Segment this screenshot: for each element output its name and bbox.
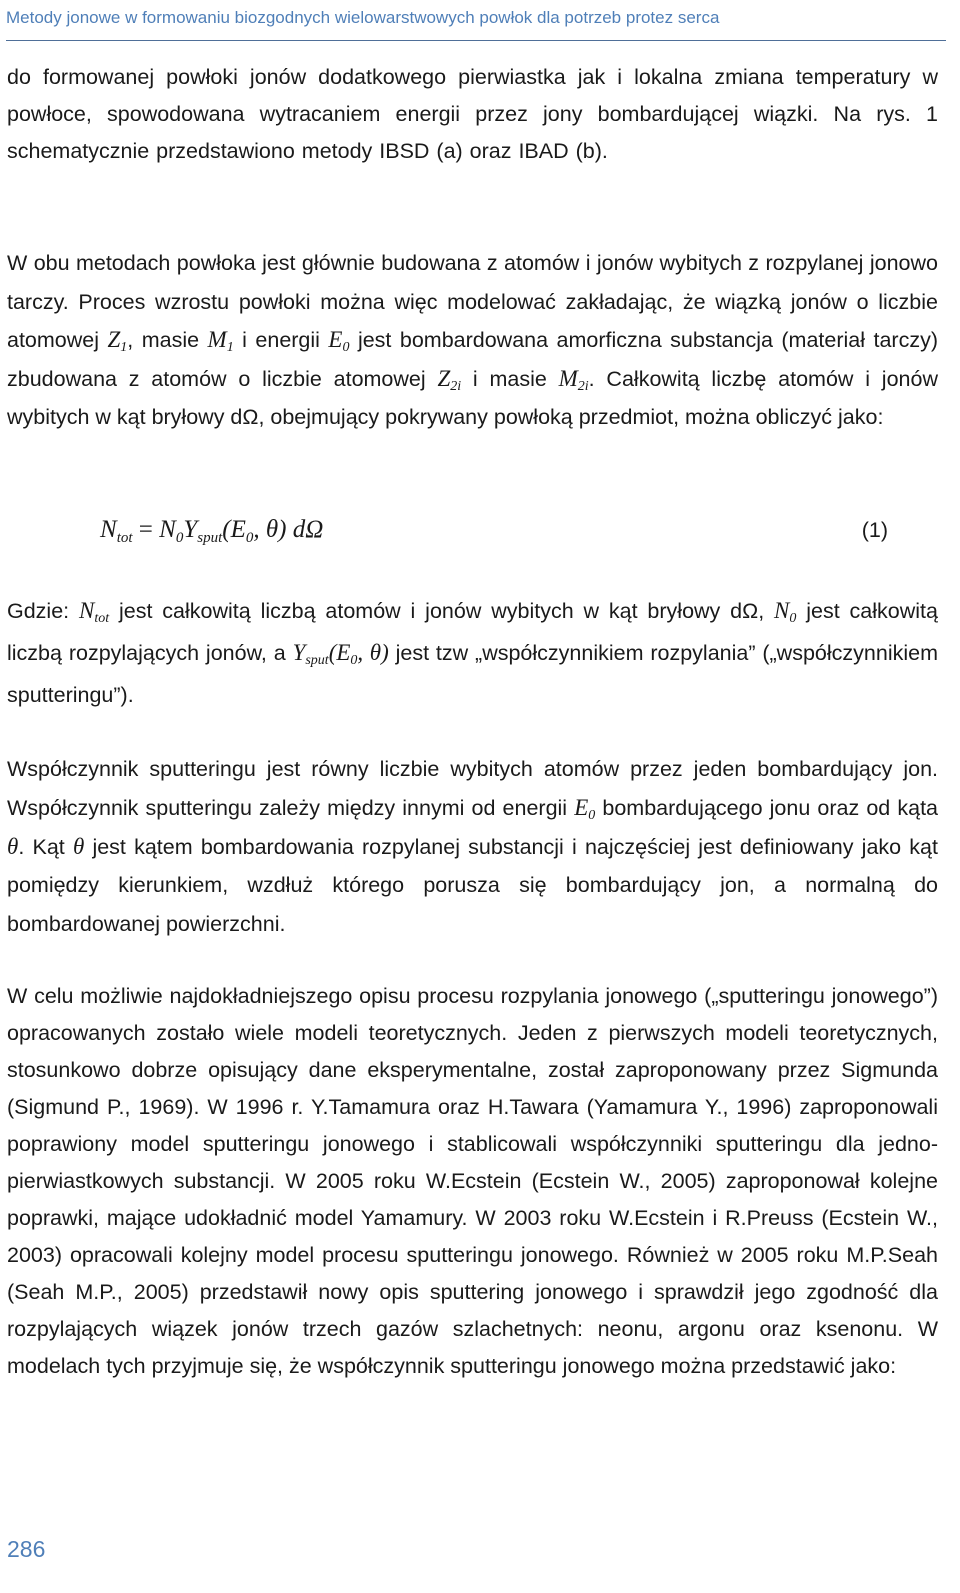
symbol-m1: $M_1$ <box>207 327 234 356</box>
p2-text-3: i energii <box>233 328 329 353</box>
p2-text-5: i masie <box>461 366 559 391</box>
paragraph-3 <box>7 590 938 716</box>
equation-number: (1) <box>861 518 888 542</box>
equation-body: $N_{tot} = N_0Y_{sput}(E_0$, θ) dΩ <box>100 516 324 546</box>
symbol-e0: $E_0$ <box>328 327 350 356</box>
symbol-theta-1: θ <box>7 833 19 859</box>
page-number: 286 <box>7 1536 46 1562</box>
symbol-z1: $Z_1$ <box>107 327 128 356</box>
paragraph-5: W celu możliwie najdokładniejszego opisu procesu rozpylania jonowego („sputteringu jonowego”) opracowanych zostało wiele modeli teoretycznych. Jeden z pierwszych modeli teoretycznych, stosunkowo dobrze opisujący dane eksperymentalne, został zaproponowany przez Sigmunda (Sigmund P., 1969). W 1996 r. Y.Tamamura oraz H.Tawara (Yamamura Y., 1996) zaproponowali poprawiony model sputteringu jonowego i stablicowali współczynniki sputteringu dla jedno-pierwiastkowych substancji. W 2005 roku W.Ecstein (Ecstein W., 2005) zaproponował kolejne poprawki, mające udokładnić model Yamamury. W 2003 roku W.Ecstein i R.Preuss (Ecstein W., 2003) opracowali kolejny model procesu sputteringu jonowego. Również w 2005 roku M.P.Seah (Seah M.P., 2005) przedstawił nowy opis sputtering jonowego i sprawdził jego zgodność dla rozpylających wiązek jonów trzech gazów szlachetnych: neonu, argonu oraz ksenonu. W modelach tych przyjmuje się, że współczynnik sputteringu jonowego można przedstawić jako: <box>7 984 938 1378</box>
p4-text-2: bombardującego jonu oraz od kąta <box>595 795 939 820</box>
p3-text-3: jest całkowitą liczbą rozpylających jonów, a <box>7 599 938 665</box>
symbol-n0: $N_0$ <box>774 598 797 626</box>
symbol-e0-b: $E_0$ <box>574 794 596 823</box>
p2-text-2: , masie <box>127 328 208 353</box>
paragraph-1: do formowanej powłoki jonów dodatkowego pierwiastka jak i lokalna zmiana temperatury w powłoce, spowodowana wytracaniem energii przez jony bombardującej wiązki. Na rys. 1 schematycznie przedstawiono metody IBSD (a) oraz IBAD (b). <box>7 65 938 163</box>
running-header <box>6 4 946 41</box>
p2-text-6: . Całkowitą liczbę atomów i jonów wybitych w kąt bryłowy dΩ, obejmujący pokrywany powłoką przedmiot, można obliczyć jako: <box>7 366 938 430</box>
p3-text-2: jest całkowitą liczbą atomów i jonów wybitych w kąt bryłowy dΩ, <box>109 599 775 623</box>
p4-text-3: . Kąt <box>18 834 73 859</box>
paragraph-4 <box>7 750 938 944</box>
p2-text-4: jest bombardowana amorficzna substancja (materiał tarczy) zbudowana z atomów o liczbie atomowej <box>7 328 938 391</box>
symbol-theta-2: θ <box>72 833 85 859</box>
p4-text-4: jest kątem bombardowania rozpylanej substancji i najczęściej jest definiowany jako kąt pomiędzy kierunkiem, wzdłuż którego porusza się bombardujący jon, a normalną do bombardowanej powierzchni. <box>7 834 938 937</box>
symbol-ntot: $N_{tot}$ <box>79 598 110 626</box>
paragraph-2 <box>7 244 938 437</box>
p3-text-1: Gdzie: <box>7 599 79 623</box>
symbol-m2i: $M_{2i}$ <box>558 365 589 394</box>
symbol-ysput: $Y_{sput}(E_0$, θ) <box>292 640 389 668</box>
p2-text-1: W obu metodach powłoka jest głównie budowana z atomów i jonów wybitych z rozpylanej jonowo tarczy. Proces wzrostu powłoki można więc modelować zakładając, że wiązką jonów o liczbie atomowej <box>7 251 938 353</box>
symbol-z2i: $Z_{2i}$ <box>437 365 462 394</box>
running-header-title: Metody jonowe w formowaniu biozgodnych wielowarstwowych powłok dla potrzeb protez serca <box>6 8 720 27</box>
equation-1 <box>100 505 888 555</box>
p3-text-4: jest tzw „współczynnikiem rozpylania” („współczynnikiem sputteringu”). <box>7 641 938 707</box>
p4-text-1: Współczynnik sputteringu jest równy liczbie wybitych atomów przez jeden bombardujący jon. Współczynnik sputteringu zależy między innymi od energii <box>7 757 938 820</box>
